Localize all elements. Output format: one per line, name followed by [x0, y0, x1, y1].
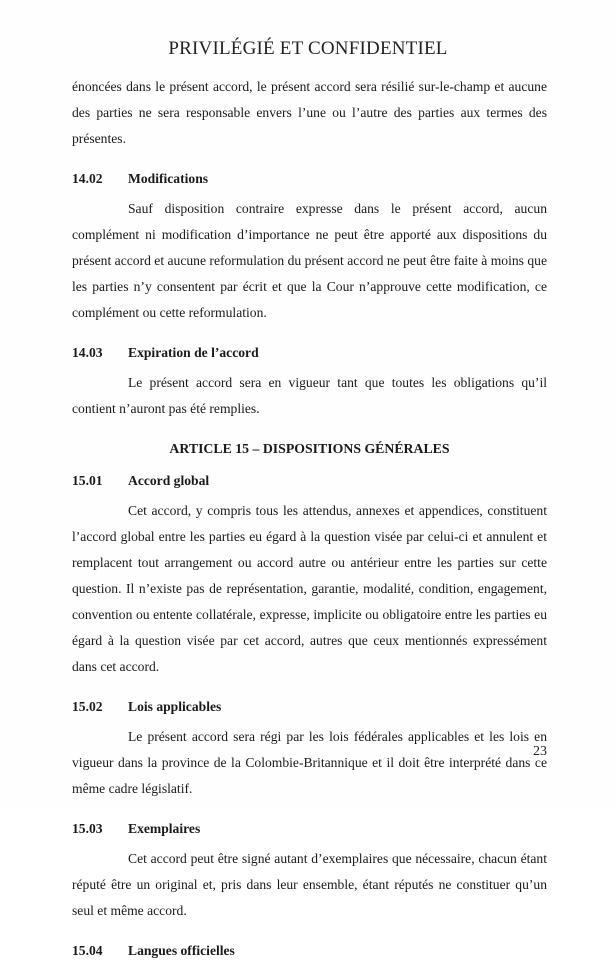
section-number: 15.04: [72, 943, 103, 958]
article-heading: ARTICLE 15 – DISPOSITIONS GÉNÉRALES: [169, 441, 450, 456]
section-heading: [72, 938, 547, 964]
section-title: Expiration de l’accord: [128, 345, 259, 360]
section-15-01: [72, 468, 547, 680]
section-paragraph: Le présent accord sera régi par les lois fédérales applicables et les lois en vigueur dans la province de la Colombie-Britannique et il doit être interprété dans ce même cadre législatif.: [72, 729, 547, 796]
section-paragraph: Cet accord peut être signé autant d’exemplaires que nécessaire, chacun étant réputé être un original et, pris dans leur ensemble, étant réputés ne constituer qu’un seul et même accord.: [72, 851, 547, 918]
section-15-02: [72, 694, 547, 802]
section-number: 14.03: [72, 345, 103, 360]
section-number: 15.02: [72, 699, 103, 714]
section-number: 15.01: [72, 473, 103, 488]
section-title: Modifications: [128, 171, 209, 186]
page-header-title: PRIVILÉGIÉ ET CONFIDENTIEL: [168, 38, 448, 59]
section-heading: [72, 468, 547, 494]
section-heading: [72, 166, 547, 192]
section-paragraph: Sauf disposition contraire expresse dans le présent accord, aucun complément ni modification d’importance ne peut être apporté aux dispositions du présent accord et aucune reformulation du présent accord ne peut être faite à moins que les parties n’y consentent par écrit et que la Cour n’approuve cette modification, ce complément ou cette reformulation.: [72, 201, 547, 320]
section-15-04: [72, 938, 547, 964]
section-14-02: [72, 166, 547, 326]
section-15-03: [72, 816, 547, 924]
section-heading: [72, 694, 547, 720]
continuation-paragraph: énoncées dans le présent accord, le présent accord sera résilié sur-le-champ et aucune des parties ne sera responsable envers l’une ou l’autre des parties aux termes des présentes.: [72, 79, 547, 146]
section-title: Accord global: [128, 473, 210, 488]
section-number: 14.02: [72, 171, 103, 186]
section-heading: [72, 816, 547, 842]
document-body: [72, 74, 547, 964]
section-paragraph: Cet accord, y compris tous les attendus, annexes et appendices, constituent l’accord global entre les parties eu égard à la question visée par celui-ci et annulent et remplacent tout arrangement ou accord autre ou antérieur entre les parties sur cette question. Il n’existe pas de représentation, garantie, modalité, condition, engagement, convention ou entente collatérale, expresse, implicite ou obligatoire entre les parties eu égard à la question visée par cet accord, autres que ceux mentionnés expressément dans cet accord.: [72, 503, 547, 674]
section-title: Lois applicables: [128, 699, 222, 714]
section-title: Exemplaires: [128, 821, 201, 836]
section-14-03: [72, 340, 547, 422]
section-paragraph: Le présent accord sera en vigueur tant que toutes les obligations qu’il contient n’auront pas été remplies.: [72, 375, 547, 416]
section-heading: [72, 340, 547, 366]
page-number: 23: [533, 744, 547, 759]
section-number: 15.03: [72, 821, 103, 836]
section-title: Langues officielles: [128, 943, 235, 958]
